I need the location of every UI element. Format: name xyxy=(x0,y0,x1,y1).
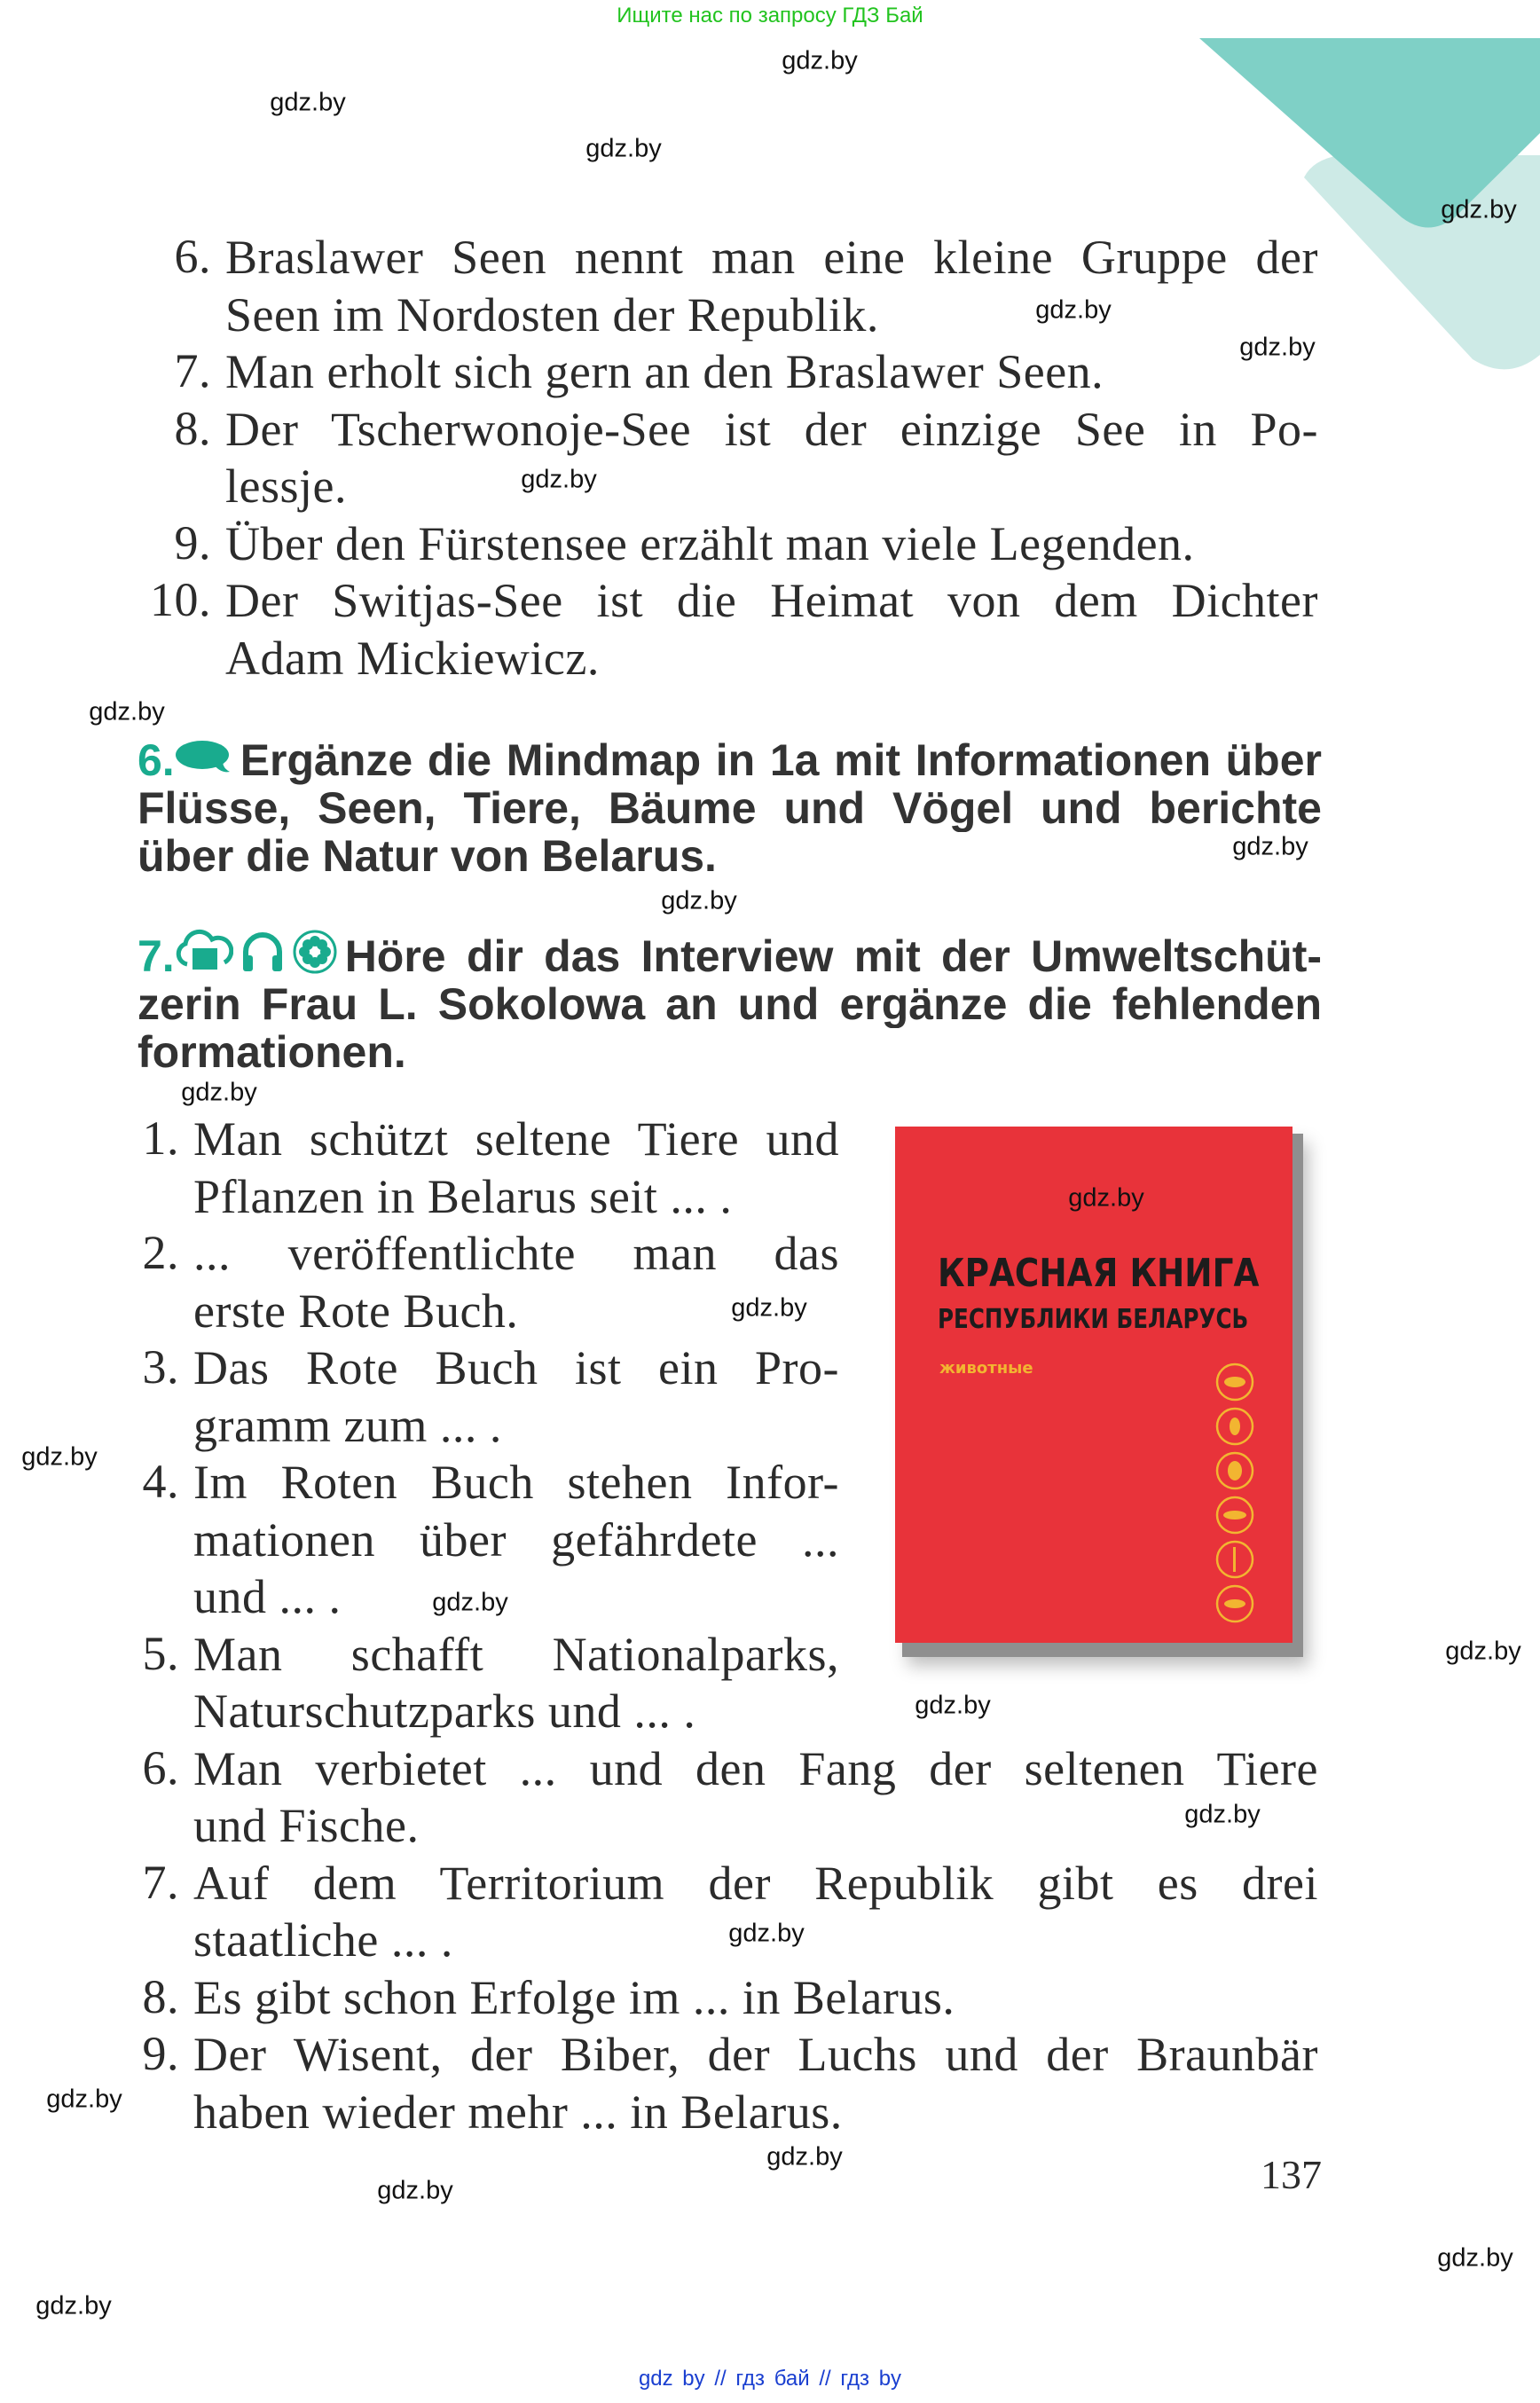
item-text-line: staatliche ... . xyxy=(193,1913,453,1967)
item-text-line: Auf dem Territorium der Republik gibt es drei xyxy=(193,1856,1318,1910)
item-text-line: lessje. xyxy=(225,459,347,513)
item-number: 5. xyxy=(142,1626,179,1680)
item-text-line: gramm zum ... . xyxy=(193,1398,502,1452)
list-item xyxy=(133,572,1318,687)
item-text-line: haben wieder mehr ... in Belarus. xyxy=(193,2085,843,2139)
watermark: gdz.by xyxy=(270,88,346,117)
task-instruction-line xyxy=(138,736,1322,784)
item-number: 6. xyxy=(174,230,211,283)
headphones-icon xyxy=(240,929,285,984)
book-title-2: РЕСПУБЛИКИ БЕЛАРУСЬ xyxy=(938,1304,1249,1335)
item-number: 6. xyxy=(142,1740,179,1794)
item-text-line: und ... . xyxy=(193,1570,342,1623)
list-item xyxy=(133,1740,1318,1855)
item-text-line: erste Rote Buch. xyxy=(193,1284,519,1338)
animal-icons xyxy=(1210,1357,1263,1623)
item-text-line: Adam Mickiewicz. xyxy=(225,631,600,685)
watermark: gdz.by xyxy=(46,2085,122,2114)
item-number: 8. xyxy=(142,1969,179,2023)
item-text-line: Naturschutzparks und ... . xyxy=(193,1684,696,1738)
item-text-line: Man verbietet ... und den Fang der seltenen Tiere xyxy=(193,1741,1318,1795)
item-number: 7. xyxy=(142,1855,179,1909)
item-number: 2. xyxy=(142,1226,179,1279)
task-instruction-line: Flüsse, Seen, Tiere, Bäume und Vögel und berichte xyxy=(138,784,1322,832)
watermark: gdz.by xyxy=(377,2176,453,2205)
watermark: gdz.by xyxy=(432,1588,508,1617)
item-text-line: und Fische. xyxy=(193,1799,420,1852)
watermark: gdz.by xyxy=(1232,832,1308,861)
item-number: 7. xyxy=(174,344,211,397)
item-number: 1. xyxy=(142,1111,179,1165)
item-number: 8. xyxy=(174,401,211,455)
footer-link-gdz-bai[interactable]: гдз бай xyxy=(735,2367,810,2391)
separator: // xyxy=(819,2367,831,2391)
item-number: 4. xyxy=(142,1455,179,1508)
task-instruction-text: Ergänze die Mindmap in 1a mit Informationen über xyxy=(240,735,1322,785)
item-text-line: Im Roten Buch stehen Infor- xyxy=(193,1456,839,1509)
item-text-line: Man schützt seltene Tiere und xyxy=(193,1112,839,1166)
watermark: gdz.by xyxy=(521,465,597,494)
item-number: 9. xyxy=(142,2027,179,2080)
item-text-line: Pflanzen in Belarus seit ... . xyxy=(193,1169,733,1223)
item-text-line: Der Switjas-See ist die Heimat von dem Dichter xyxy=(225,574,1318,627)
footer-link-gdz-by[interactable]: gdz by xyxy=(638,2367,705,2391)
watermark: gdz.by xyxy=(728,1919,805,1948)
task-6 xyxy=(138,736,1322,880)
footer-links xyxy=(0,2367,1540,2391)
task-7 xyxy=(138,932,1322,1076)
watermark: gdz.by xyxy=(731,1293,807,1323)
list-item xyxy=(133,2026,1318,2140)
item-text-line: Über den Fürstensee erzählt man viele Legenden. xyxy=(225,516,1195,570)
item-text-line: Man schafft Nationalparks, xyxy=(193,1627,839,1681)
list-item xyxy=(133,515,1318,573)
watermark: gdz.by xyxy=(35,2291,112,2321)
flower-icon xyxy=(292,929,338,984)
list-item xyxy=(133,229,1318,343)
list-item xyxy=(133,1855,1318,1969)
task-instruction-line: über die Natur von Belarus. xyxy=(138,831,717,881)
watermark: gdz.by xyxy=(1035,295,1112,325)
watermark: gdz.by xyxy=(89,697,165,726)
footer-link-gdz-by-cyr[interactable]: гдз by xyxy=(840,2367,902,2391)
watermark: gdz.by xyxy=(782,46,858,75)
watermark: gdz.by xyxy=(21,1442,98,1472)
statements-list-a xyxy=(133,229,1318,687)
task-instruction-line: formationen. xyxy=(138,1027,406,1077)
watermark: gdz.by xyxy=(1068,1183,1144,1213)
task-number: 7. xyxy=(138,931,175,981)
item-number: 3. xyxy=(142,1340,179,1394)
item-text-line: Der Wisent, der Biber, der Luchs und der Braunbär xyxy=(193,2028,1318,2081)
search-hint: Ищите нас по запросу ГДЗ Бай xyxy=(617,4,923,27)
watermark: gdz.by xyxy=(181,1078,257,1107)
item-text-line: Der Tscherwonoje-See ist der einzige See in Po- xyxy=(225,402,1318,456)
cloud-folder-icon xyxy=(175,929,233,984)
item-number: 10. xyxy=(150,573,211,626)
watermark: gdz.by xyxy=(1239,333,1316,362)
watermark: gdz.by xyxy=(661,886,737,915)
item-text-line: Man erholt sich gern an den Braslawer Seen. xyxy=(225,345,1104,398)
item-text-line: ... veröffentlichte man das xyxy=(193,1227,839,1280)
watermark: gdz.by xyxy=(1445,1637,1521,1666)
item-text-line: mationen über gefährdete ... xyxy=(193,1512,839,1567)
watermark: gdz.by xyxy=(1437,2243,1513,2273)
list-item xyxy=(133,401,1318,515)
item-text-line: Das Rote Buch ist ein Pro- xyxy=(193,1341,839,1394)
task-instruction-text: Höre dir das Interview mit der Umweltschüt- xyxy=(344,931,1322,981)
item-number: 9. xyxy=(174,515,211,569)
item-text-line: Braslawer Seen nennt man eine kleine Gruppe der xyxy=(225,231,1318,284)
list-item xyxy=(133,343,1318,401)
watermark: gdz.by xyxy=(585,134,662,163)
page-number: 137 xyxy=(1261,2152,1322,2197)
task-instruction-line: zerin Frau L. Sokolowa an und ergänze die fehlenden xyxy=(138,980,1322,1028)
separator: // xyxy=(714,2367,727,2391)
task-number: 6. xyxy=(138,735,175,785)
watermark: gdz.by xyxy=(915,1691,991,1720)
speech-bubble-icon xyxy=(175,736,233,784)
watermark: gdz.by xyxy=(766,2142,843,2171)
watermark: gdz.by xyxy=(1441,195,1517,224)
book-subtitle: животные xyxy=(939,1359,1033,1378)
watermark: gdz.by xyxy=(1184,1800,1261,1829)
item-text-line: Es gibt schon Erfolge im ... in Belarus. xyxy=(193,1970,955,2024)
book-title: КРАСНАЯ КНИГА xyxy=(938,1251,1260,1296)
task-instruction-line xyxy=(138,932,1322,980)
item-text-line: Seen im Nordosten der Republik. xyxy=(225,287,879,342)
list-item xyxy=(133,1969,1318,2027)
